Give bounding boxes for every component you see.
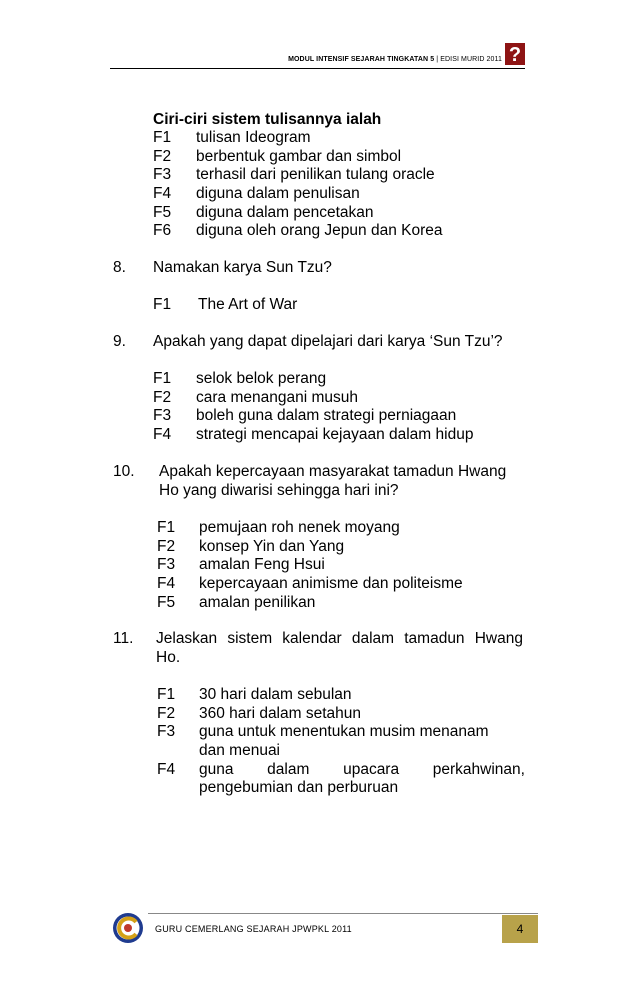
page-number: 4	[502, 915, 538, 943]
item-word: dalam	[267, 760, 310, 778]
item-code: F5	[153, 203, 172, 221]
item-text: tulisan Ideogram	[196, 129, 311, 146]
item-code: F4	[157, 575, 176, 593]
question-text: Apakah yang dapat dipelajari dari karya ‘Sun Tzu’?	[153, 333, 503, 350]
question-number: 11.	[113, 630, 134, 647]
item-text: berbentuk gambar dan simbol	[196, 147, 402, 165]
question-10	[113, 463, 533, 501]
item-code: F4	[157, 760, 176, 778]
list-item	[157, 705, 525, 724]
list-item	[153, 370, 513, 389]
item-text: selok belok perang	[196, 370, 327, 387]
item-text: 30 hari dalam sebulan	[199, 686, 352, 703]
running-header	[150, 56, 502, 63]
q11-answers	[157, 686, 525, 798]
question-text-line2: Ho yang diwarisi sehingga hari ini?	[159, 482, 399, 499]
item-text	[199, 761, 525, 780]
footer-rule	[148, 913, 538, 914]
item-word: upacara	[343, 760, 400, 778]
q10-answers	[157, 519, 517, 612]
item-code: F2	[153, 147, 172, 165]
question-11	[113, 630, 523, 668]
question-text: Namakan karya Sun Tzu?	[153, 259, 332, 276]
item-text: 360 hari dalam setahun	[199, 704, 362, 722]
item-word: perkahwinan,	[432, 760, 525, 778]
list-item	[157, 723, 525, 760]
list-item	[157, 538, 517, 557]
item-code: F2	[157, 537, 176, 555]
q8-answers	[153, 296, 453, 315]
guru-cemerlang-logo	[112, 912, 144, 944]
item-code: F3	[157, 723, 176, 741]
item-text: guna untuk menentukan musim menanam	[199, 723, 489, 741]
list-item	[157, 686, 525, 705]
question-mark-icon	[505, 43, 525, 65]
item-text: diguna dalam penulisan	[196, 185, 360, 203]
item-text: konsep Yin dan Yang	[199, 537, 345, 555]
list-item	[157, 761, 525, 798]
question-text-line1: Apakah kepercayaan masyarakat tamadun Hwang	[159, 463, 507, 480]
list-item	[157, 594, 517, 613]
svg-text:?: ?	[508, 44, 522, 65]
item-word: guna	[199, 760, 234, 778]
list-item	[157, 519, 517, 538]
item-text-continued: dan menuai	[199, 742, 281, 760]
item-text: diguna dalam pencetakan	[196, 203, 374, 221]
list-item	[153, 389, 513, 408]
item-text-continued: pengebumian dan perburuan	[199, 779, 399, 797]
list-item	[157, 556, 517, 575]
item-code: F1	[153, 129, 172, 146]
item-code: F1	[157, 686, 176, 703]
item-text: The Art of War	[198, 296, 298, 313]
item-text: amalan Feng Hsui	[199, 556, 325, 574]
question-word: Jelaskan	[156, 630, 218, 647]
item-text: terhasil dari penilikan tulang oracle	[196, 166, 435, 184]
question-word: kalendar	[282, 630, 342, 647]
header-separator: |	[436, 56, 439, 63]
footer-text: GURU CEMERLANG SEJARAH JPWPKL 2011	[155, 924, 352, 934]
item-code: F4	[153, 426, 172, 444]
question-text-line2: Ho.	[156, 649, 181, 666]
question-9	[113, 333, 533, 352]
header-module: MODUL INTENSIF SEJARAH TINGKATAN 5	[288, 56, 435, 63]
item-code: F2	[153, 388, 172, 406]
item-code: F5	[157, 593, 176, 611]
question-word: sistem	[227, 630, 273, 647]
question-number: 8.	[113, 259, 126, 276]
header-rule	[110, 68, 525, 69]
item-text: amalan penilikan	[199, 593, 316, 611]
item-code: F1	[153, 296, 172, 313]
item-code: F1	[157, 519, 176, 536]
item-code: F6	[153, 222, 172, 240]
item-code: F2	[157, 704, 176, 722]
item-code: F3	[157, 556, 176, 574]
item-text: pemujaan roh nenek moyang	[199, 519, 400, 536]
item-code: F3	[153, 166, 172, 184]
header-edition: EDISI MURID 2011	[440, 56, 502, 63]
list-item	[153, 407, 513, 426]
item-text: cara menangani musuh	[196, 388, 358, 406]
item-code: F4	[153, 185, 172, 203]
item-text: strategi mencapai kejayaan dalam hidup	[196, 426, 474, 444]
question-number: 10.	[113, 463, 135, 480]
item-code: F3	[153, 407, 172, 425]
item-code: F1	[153, 370, 172, 387]
question-word: Hwang	[474, 630, 523, 647]
item-text: kepercayaan animisme dan politeisme	[199, 575, 463, 593]
item-text: diguna oleh orang Jepun dan Korea	[196, 222, 443, 240]
intro-title: Ciri-ciri sistem tulisannya ialah	[153, 111, 382, 128]
list-item	[153, 426, 513, 445]
question-text-line1	[156, 630, 523, 649]
list-item	[157, 575, 517, 594]
q9-answers	[153, 370, 513, 445]
item-text: boleh guna dalam strategi perniagaan	[196, 407, 457, 425]
question-word: dalam	[351, 630, 395, 647]
question-number: 9.	[113, 333, 126, 350]
question-word: tamadun	[404, 630, 465, 647]
